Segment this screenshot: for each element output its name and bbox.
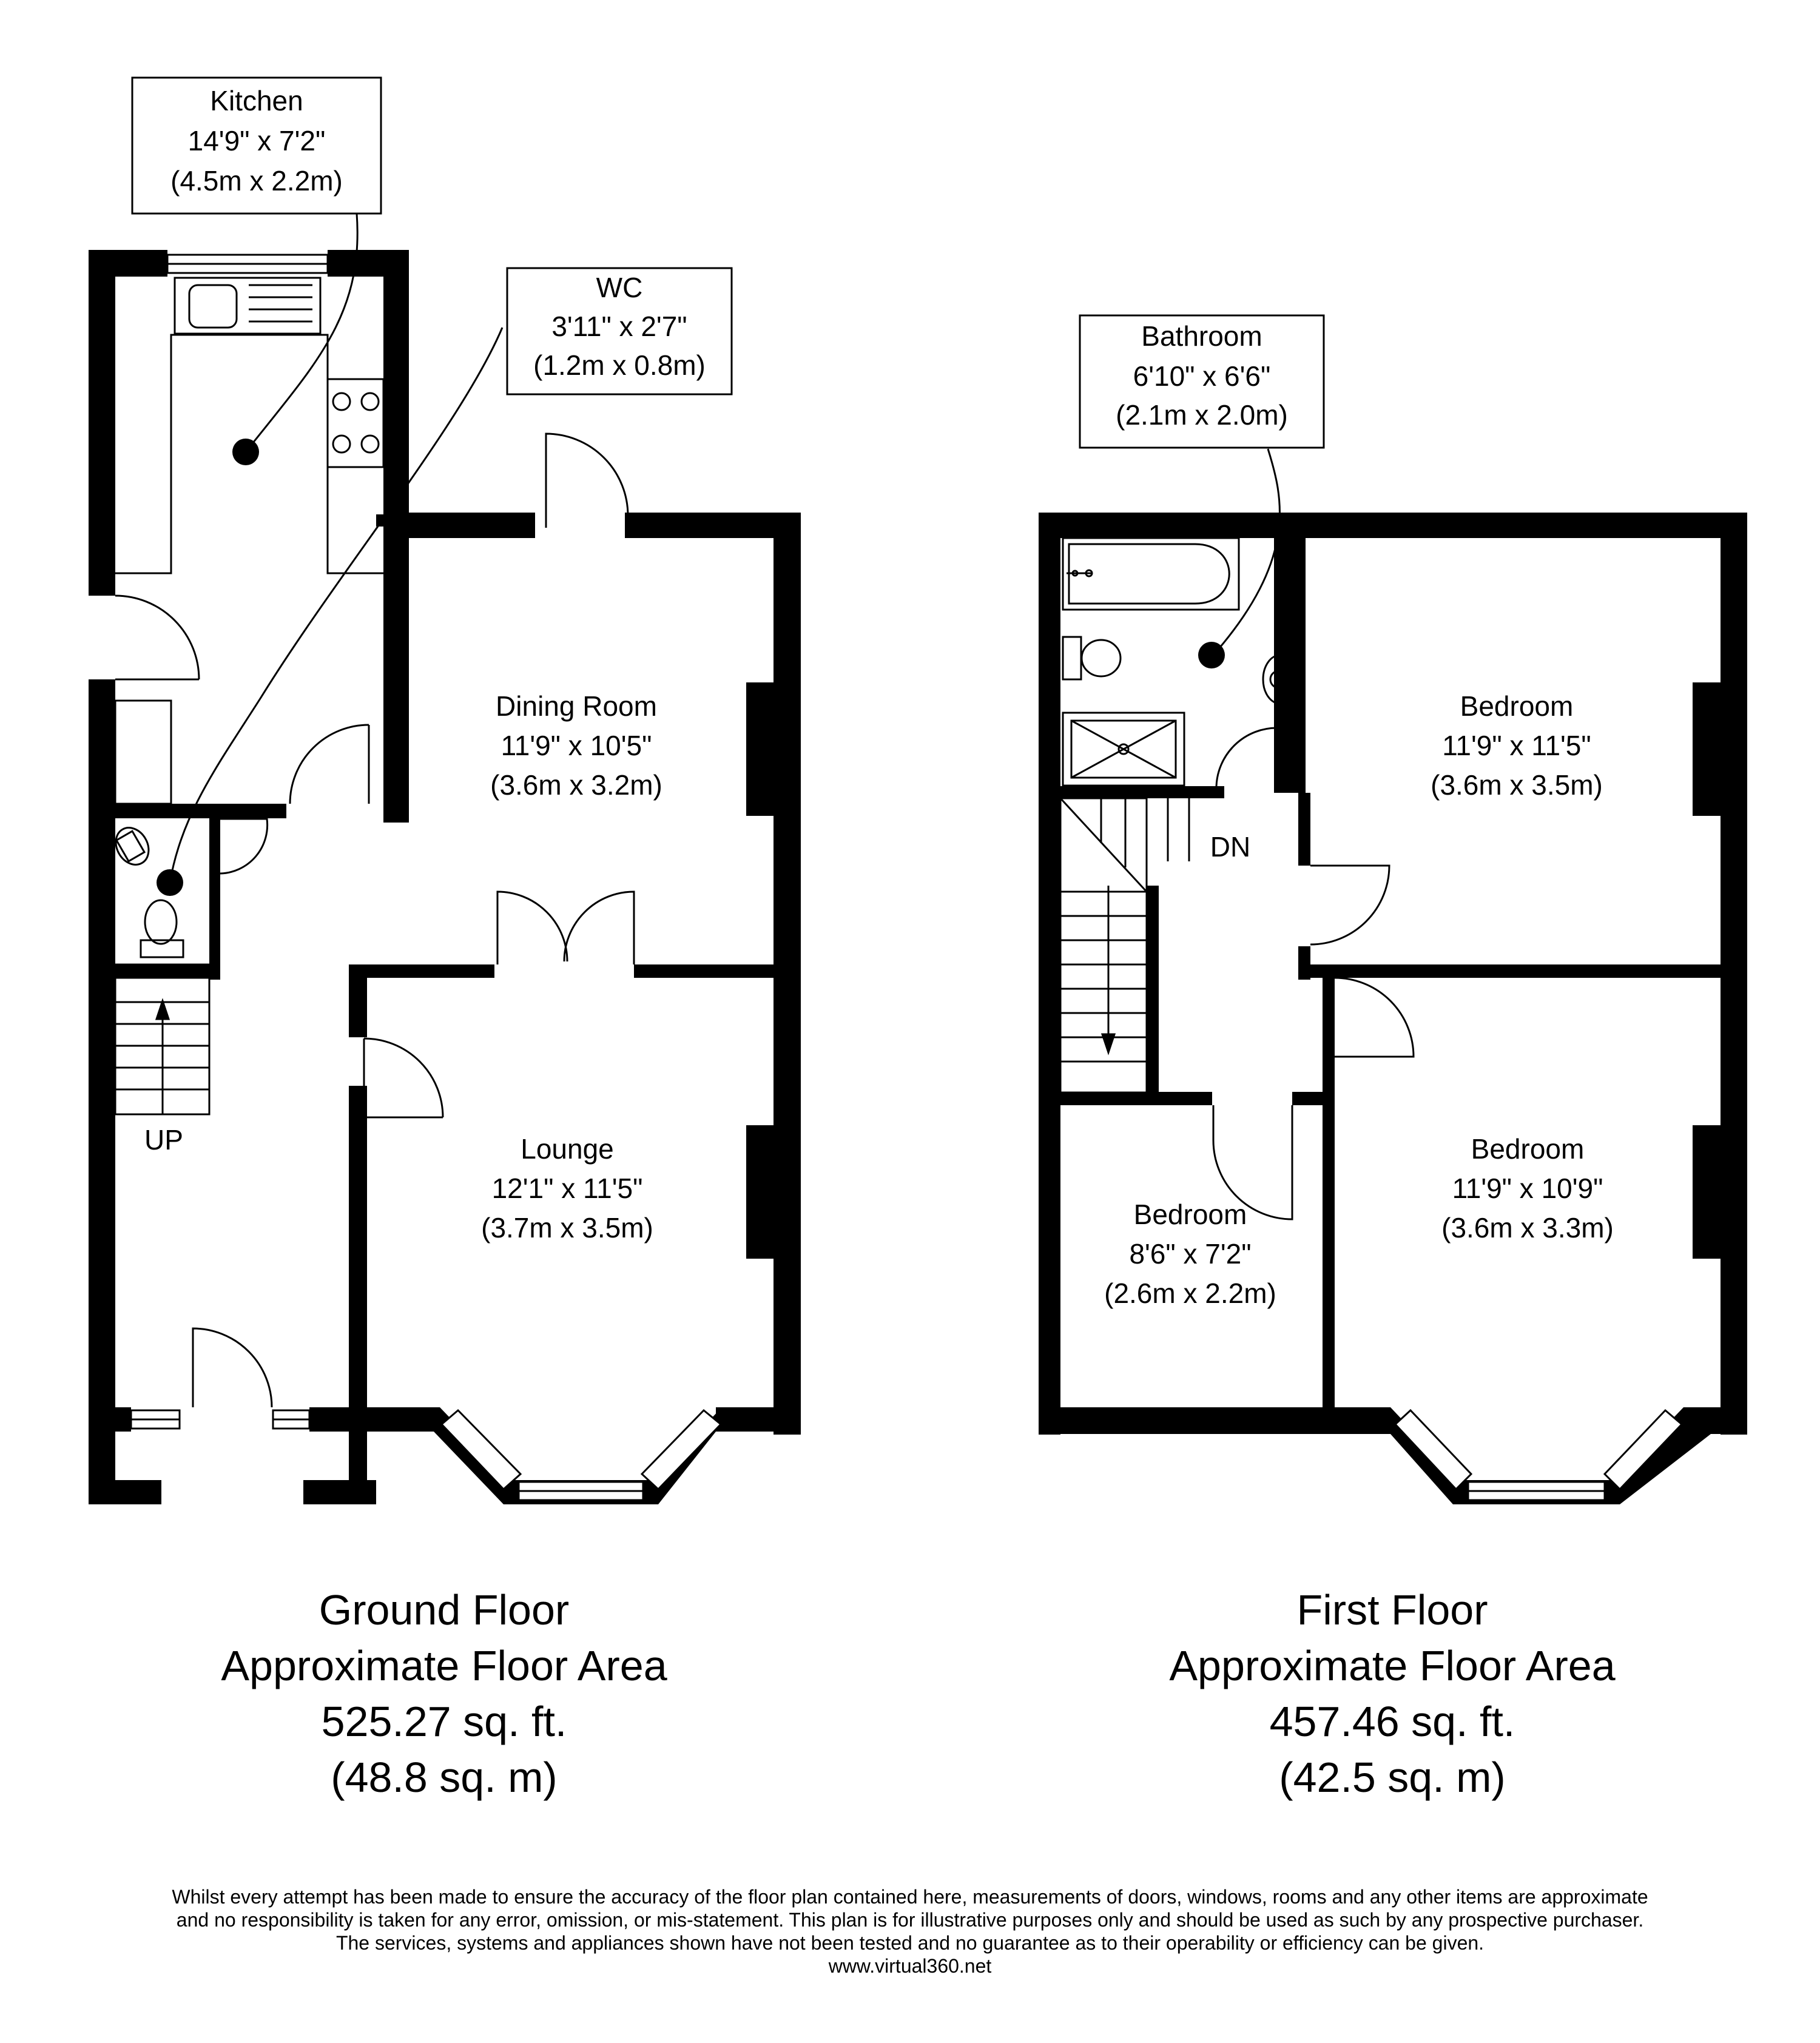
bathroom-marker [1198,642,1225,668]
bedroom2-size-imperial: 11'9" x 10'9" [1452,1173,1603,1204]
kitchen-window [167,255,328,273]
bedroom1-size-metric: (3.6m x 3.5m) [1431,769,1603,801]
disclaimer-line-3: The services, systems and appliances shown have not been tested and no guarantee as to their operability or efficiency can be given. [335,1932,1485,1954]
lounge-hall-door [364,1038,443,1117]
lounge-size-imperial: 12'1" x 11'5" [491,1173,643,1204]
disclaimer-line-1: Whilst every attempt has been made to ensure the accuracy of the floor plan contained here, measurements of doors, windows, rooms and any other items are approximate [172,1886,1648,1908]
lounge-size-metric: (3.7m x 3.5m) [481,1212,653,1244]
ground-floor-title: Ground Floor [318,1586,570,1634]
disclaimer-website[interactable]: www.virtual360.net [828,1955,992,1977]
dining-room-size-imperial: 11'9" x 10'5" [500,730,652,761]
first-floor-summary [1089,1582,1696,1805]
ground-floor-summary [141,1582,747,1805]
bathroom-name: Bathroom [1141,320,1262,352]
lounge-bay-window [434,1407,722,1504]
kitchen-walls [89,250,409,880]
kitchen-units [115,278,383,804]
kitchen-name: Kitchen [210,85,303,116]
bathroom-size-metric: (2.1m x 2.0m) [1116,399,1288,431]
kitchen-size-imperial: 14'9" x 7'2" [187,125,326,157]
ground-floor-plan [89,78,801,1504]
bedroom3-size-imperial: 8'6" x 7'2" [1129,1238,1252,1270]
front-entrance [131,1328,309,1429]
first-floor-area-sqft: 457.46 sq. ft. [1269,1698,1515,1745]
wc-marker [157,869,183,896]
wc-fixtures [109,819,267,964]
lounge-name: Lounge [521,1133,614,1165]
first-floor-bay-window [1390,1407,1711,1504]
ground-leader-lines [170,214,502,883]
bathroom-leader-line [1213,449,1279,655]
kitchen-size-metric: (4.5m x 2.2m) [170,165,343,197]
first-floor-doors [1213,866,1414,1219]
stairs-up-label: UP [144,1124,183,1156]
kitchen-back-door [115,596,199,679]
bedroom3-name: Bedroom [1133,1199,1247,1230]
kitchen-marker [232,439,259,465]
dining-room-name: Dining Room [496,690,657,722]
kitchen-hall-door [290,725,369,804]
bedroom1-name: Bedroom [1460,690,1574,722]
first-floor-area-label: Approximate Floor Area [1169,1642,1616,1689]
disclaimer-line-2: and no responsibility is taken for any error, omission, or mis-statement. This plan is for illustrative purposes only and should be used as such by any prospective purchaser. [176,1909,1644,1931]
first-floor-stairs [1060,798,1189,1092]
stairs-down-label: DN [1210,831,1251,863]
ground-main-walls [89,513,801,1504]
bedroom2-size-metric: (3.6m x 3.3m) [1441,1212,1614,1244]
first-floor-plan [1039,315,1747,1504]
bedroom3-size-metric: (2.6m x 2.2m) [1104,1277,1276,1309]
bathroom-fixtures [1063,538,1297,786]
bedroom1-size-imperial: 11'9" x 11'5" [1442,730,1591,761]
ground-floor-area-sqft: 525.27 sq. ft. [321,1698,567,1745]
first-floor-area-sqm: (42.5 sq. m) [1279,1754,1506,1801]
ground-floor-area-sqm: (48.8 sq. m) [331,1754,558,1801]
dining-lounge-doors [497,892,634,964]
bedroom2-name: Bedroom [1471,1133,1585,1165]
disclaimer [36,1885,1784,1977]
wc-size-metric: (1.2m x 0.8m) [533,349,706,381]
ground-stairs [115,978,209,1114]
first-floor-title: First Floor [1296,1586,1488,1634]
dining-room-size-metric: (3.6m x 3.2m) [490,769,662,801]
wc-size-imperial: 3'11" x 2'7" [551,311,687,342]
bathroom-size-imperial: 6'10" x 6'6" [1133,360,1271,392]
ground-floor-area-label: Approximate Floor Area [221,1642,667,1689]
wc-name: WC [596,272,643,303]
